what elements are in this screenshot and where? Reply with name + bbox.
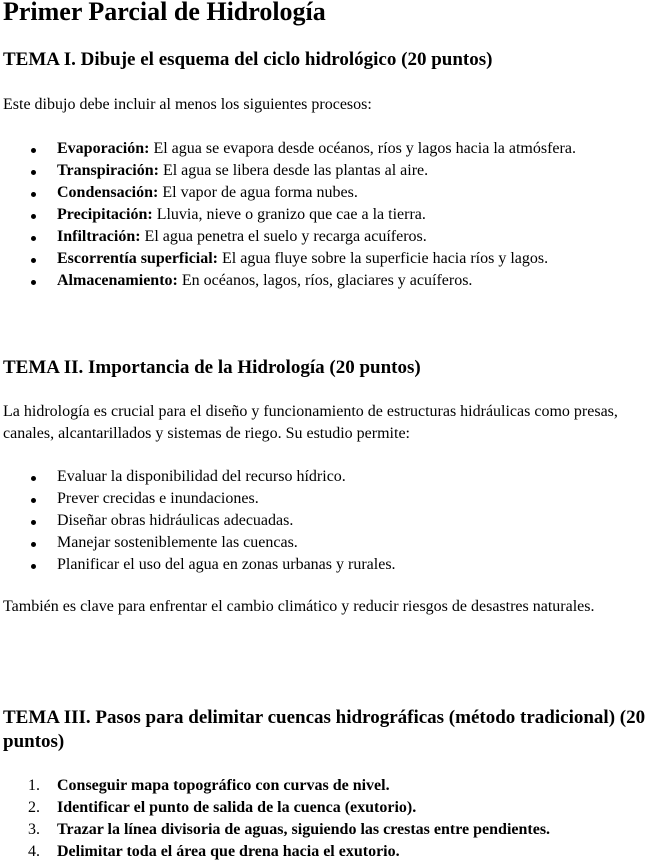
- step-number: 2.: [28, 799, 40, 816]
- list-item: Manejar sosteniblemente las cuencas.: [0, 532, 665, 554]
- item-text: El vapor de agua forma nubes.: [158, 184, 358, 201]
- item-text: El agua fluye sobre la superficie hacia ríos y lagos.: [218, 250, 549, 267]
- list-item: [0, 138, 665, 160]
- item-text: El agua se evapora desde océanos, ríos y lagos hacia la atmósfera.: [149, 140, 576, 157]
- tema2-intro: La hidrología es crucial para el diseño y funcionamiento de estructuras hidráulicas como presas, canales, alcantarillados y sistemas de riego. Su estudio permite:: [3, 403, 618, 442]
- list-item: Planificar el uso del agua en zonas urbanas y rurales.: [0, 554, 665, 576]
- list-item: [0, 841, 665, 863]
- item-term: Evaporación:: [57, 140, 150, 157]
- item-term: Transpiración:: [57, 162, 159, 179]
- item-text: Lluvia, nieve o granizo que cae a la tierra.: [152, 206, 426, 223]
- tema2-benefits-list: [0, 466, 665, 576]
- step-text: Delimitar toda el área que drena hacia el exutorio.: [57, 843, 400, 860]
- tema2-heading: TEMA II. Importancia de la Hidrología (20 puntos): [3, 357, 421, 378]
- list-item: [0, 248, 665, 270]
- item-text: En océanos, lagos, ríos, glaciares y acuíferos.: [177, 272, 473, 289]
- list-item: [0, 160, 665, 182]
- tema3-heading: TEMA III. Pasos para delimitar cuencas hidrográficas (método tradicional) (20 puntos): [3, 707, 646, 752]
- tema1-process-list: [0, 138, 665, 292]
- tema1-intro: Este dibujo debe incluir al menos los siguientes procesos:: [3, 96, 372, 113]
- step-number: 1.: [28, 777, 40, 794]
- list-item: [0, 270, 665, 292]
- step-text: Identificar el punto de salida de la cuenca (exutorio).: [57, 799, 417, 816]
- item-term: Precipitación:: [57, 206, 153, 223]
- step-text: Conseguir mapa topográfico con curvas de nivel.: [57, 777, 390, 794]
- step-number: 3.: [28, 821, 40, 838]
- list-item: [0, 226, 665, 248]
- list-item: Diseñar obras hidráulicas adecuadas.: [0, 510, 665, 532]
- item-text: El agua penetra el suelo y recarga acuíferos.: [140, 228, 427, 245]
- list-item: [0, 204, 665, 226]
- list-item: [0, 819, 665, 841]
- step-text: Trazar la línea divisoria de aguas, siguiendo las crestas entre pendientes.: [57, 821, 551, 838]
- list-item: Evaluar la disponibilidad del recurso hídrico.: [0, 466, 665, 488]
- tema1-heading: TEMA I. Dibuje el esquema del ciclo hidrológico (20 puntos): [3, 49, 493, 70]
- item-term: Condensación:: [57, 184, 159, 201]
- list-item: [0, 797, 665, 819]
- item-term: Almacenamiento:: [57, 272, 178, 289]
- tema3-steps-list: [0, 775, 665, 863]
- list-item: [0, 182, 665, 204]
- step-number: 4.: [28, 843, 40, 860]
- list-item: [0, 775, 665, 797]
- item-text: El agua se libera desde las plantas al aire.: [158, 162, 429, 179]
- list-item: Prever crecidas e inundaciones.: [0, 488, 665, 510]
- item-term: Escorrentía superficial:: [57, 250, 219, 267]
- item-term: Infiltración:: [57, 228, 141, 245]
- page-title: Primer Parcial de Hidrología: [3, 0, 326, 26]
- tema2-closing: También es clave para enfrentar el cambio climático y reducir riesgos de desastres naturales.: [3, 598, 595, 615]
